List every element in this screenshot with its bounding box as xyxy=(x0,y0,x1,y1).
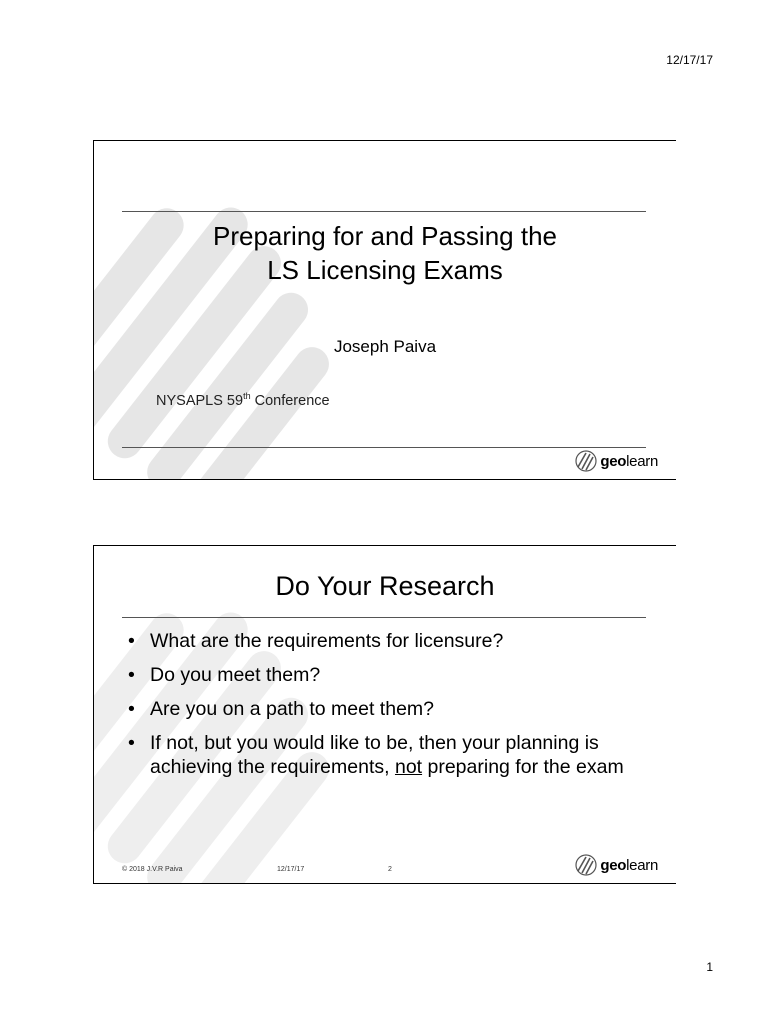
footer-date: 12/17/17 xyxy=(277,866,305,873)
title-rule xyxy=(122,617,646,618)
title-rule-top xyxy=(122,211,646,212)
footer-copyright: © 2018 J.V.R Paiva xyxy=(122,866,183,873)
list-item: • Do you meet them? xyxy=(128,664,321,686)
slide-2 xyxy=(93,545,676,884)
decorative-stripes xyxy=(94,141,394,479)
bullet-list xyxy=(126,629,646,789)
list-item: • What are the requirements for licensure? xyxy=(128,630,504,652)
footer-page-number: 2 xyxy=(388,866,392,873)
footer-rule xyxy=(122,447,646,448)
slide-title: Do Your Research xyxy=(275,571,495,601)
geolearn-logo: geolearn xyxy=(574,449,658,473)
conference-name: NYSAPLS 59th Conference xyxy=(156,391,330,409)
geolearn-logo-icon xyxy=(574,449,598,473)
slide-title: Preparing for and Passing the LS Licensing Exams xyxy=(213,221,557,285)
geolearn-logo: geolearn xyxy=(574,853,658,877)
slide-1 xyxy=(93,140,676,480)
author-name: Joseph Paiva xyxy=(333,337,437,356)
list-item: • Are you on a path to meet them? xyxy=(128,698,435,720)
page-date: 12/17/17 xyxy=(666,53,713,67)
page-number: 1 xyxy=(706,960,713,974)
list-item: • If not, but you would like to be, then your planning is achieving the requirements, not preparing for the exam xyxy=(128,732,624,778)
geolearn-logo-icon xyxy=(574,853,598,877)
